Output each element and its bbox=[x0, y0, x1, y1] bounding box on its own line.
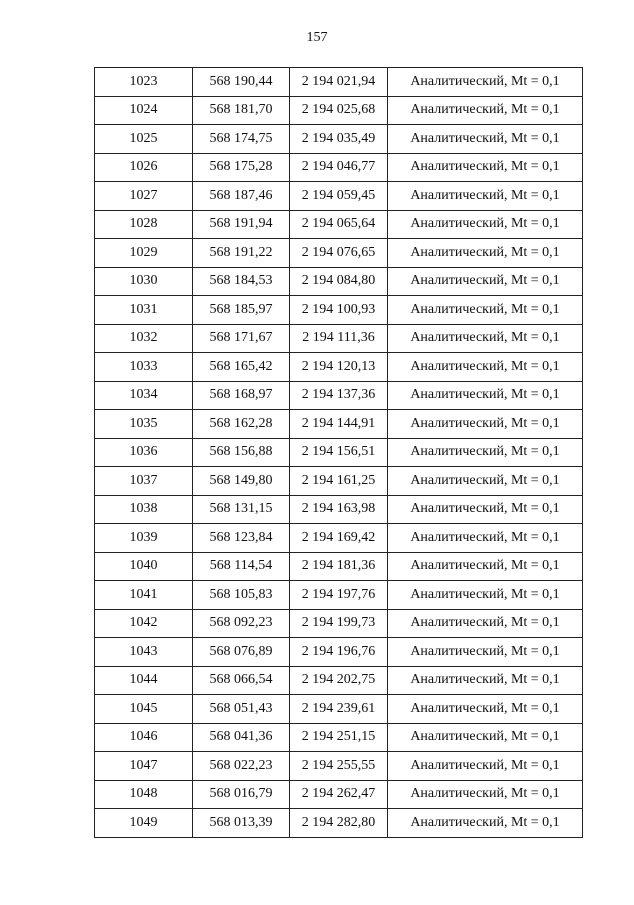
method-cell: Аналитический, Mt = 0,1 bbox=[388, 438, 583, 467]
coordinates-table bbox=[94, 67, 583, 838]
point-number-cell: 1027 bbox=[95, 182, 193, 211]
table-row bbox=[95, 68, 583, 97]
x-coordinate-cell: 568 168,97 bbox=[193, 381, 290, 410]
x-coordinate-cell: 568 013,39 bbox=[193, 809, 290, 838]
table-row bbox=[95, 353, 583, 382]
method-cell: Аналитический, Mt = 0,1 bbox=[388, 809, 583, 838]
table-row bbox=[95, 638, 583, 667]
point-number-cell: 1048 bbox=[95, 780, 193, 809]
table-row bbox=[95, 552, 583, 581]
x-coordinate-cell: 568 184,53 bbox=[193, 267, 290, 296]
point-number-cell: 1035 bbox=[95, 410, 193, 439]
y-coordinate-cell: 2 194 156,51 bbox=[290, 438, 388, 467]
x-coordinate-cell: 568 165,42 bbox=[193, 353, 290, 382]
point-number-cell: 1030 bbox=[95, 267, 193, 296]
coordinates-table-body bbox=[95, 68, 583, 838]
method-cell: Аналитический, Mt = 0,1 bbox=[388, 666, 583, 695]
y-coordinate-cell: 2 194 282,80 bbox=[290, 809, 388, 838]
method-cell: Аналитический, Mt = 0,1 bbox=[388, 353, 583, 382]
method-cell: Аналитический, Mt = 0,1 bbox=[388, 524, 583, 553]
x-coordinate-cell: 568 022,23 bbox=[193, 752, 290, 781]
point-number-cell: 1031 bbox=[95, 296, 193, 325]
point-number-cell: 1024 bbox=[95, 96, 193, 125]
point-number-cell: 1040 bbox=[95, 552, 193, 581]
table-row bbox=[95, 410, 583, 439]
x-coordinate-cell: 568 066,54 bbox=[193, 666, 290, 695]
point-number-cell: 1047 bbox=[95, 752, 193, 781]
x-coordinate-cell: 568 105,83 bbox=[193, 581, 290, 610]
y-coordinate-cell: 2 194 202,75 bbox=[290, 666, 388, 695]
table-row bbox=[95, 723, 583, 752]
y-coordinate-cell: 2 194 181,36 bbox=[290, 552, 388, 581]
point-number-cell: 1041 bbox=[95, 581, 193, 610]
table-row bbox=[95, 381, 583, 410]
point-number-cell: 1025 bbox=[95, 125, 193, 154]
method-cell: Аналитический, Mt = 0,1 bbox=[388, 381, 583, 410]
method-cell: Аналитический, Mt = 0,1 bbox=[388, 410, 583, 439]
x-coordinate-cell: 568 092,23 bbox=[193, 609, 290, 638]
x-coordinate-cell: 568 051,43 bbox=[193, 695, 290, 724]
page-number: 157 bbox=[306, 30, 328, 45]
y-coordinate-cell: 2 194 059,45 bbox=[290, 182, 388, 211]
y-coordinate-cell: 2 194 137,36 bbox=[290, 381, 388, 410]
y-coordinate-cell: 2 194 065,64 bbox=[290, 210, 388, 239]
y-coordinate-cell: 2 194 239,61 bbox=[290, 695, 388, 724]
method-cell: Аналитический, Mt = 0,1 bbox=[388, 267, 583, 296]
table-row bbox=[95, 182, 583, 211]
point-number-cell: 1023 bbox=[95, 68, 193, 97]
y-coordinate-cell: 2 194 035,49 bbox=[290, 125, 388, 154]
y-coordinate-cell: 2 194 084,80 bbox=[290, 267, 388, 296]
y-coordinate-cell: 2 194 046,77 bbox=[290, 153, 388, 182]
x-coordinate-cell: 568 191,94 bbox=[193, 210, 290, 239]
point-number-cell: 1034 bbox=[95, 381, 193, 410]
method-cell: Аналитический, Mt = 0,1 bbox=[388, 723, 583, 752]
y-coordinate-cell: 2 194 262,47 bbox=[290, 780, 388, 809]
table-row bbox=[95, 809, 583, 838]
point-number-cell: 1033 bbox=[95, 353, 193, 382]
method-cell: Аналитический, Mt = 0,1 bbox=[388, 68, 583, 97]
table-row bbox=[95, 752, 583, 781]
method-cell: Аналитический, Mt = 0,1 bbox=[388, 125, 583, 154]
x-coordinate-cell: 568 175,28 bbox=[193, 153, 290, 182]
table-row bbox=[95, 695, 583, 724]
point-number-cell: 1049 bbox=[95, 809, 193, 838]
table-row bbox=[95, 324, 583, 353]
x-coordinate-cell: 568 076,89 bbox=[193, 638, 290, 667]
y-coordinate-cell: 2 194 111,36 bbox=[290, 324, 388, 353]
method-cell: Аналитический, Mt = 0,1 bbox=[388, 638, 583, 667]
table-row bbox=[95, 780, 583, 809]
y-coordinate-cell: 2 194 021,94 bbox=[290, 68, 388, 97]
method-cell: Аналитический, Mt = 0,1 bbox=[388, 495, 583, 524]
point-number-cell: 1046 bbox=[95, 723, 193, 752]
table-row bbox=[95, 666, 583, 695]
method-cell: Аналитический, Mt = 0,1 bbox=[388, 780, 583, 809]
table-row bbox=[95, 581, 583, 610]
method-cell: Аналитический, Mt = 0,1 bbox=[388, 752, 583, 781]
x-coordinate-cell: 568 131,15 bbox=[193, 495, 290, 524]
y-coordinate-cell: 2 194 161,25 bbox=[290, 467, 388, 496]
y-coordinate-cell: 2 194 255,55 bbox=[290, 752, 388, 781]
y-coordinate-cell: 2 194 163,98 bbox=[290, 495, 388, 524]
point-number-cell: 1037 bbox=[95, 467, 193, 496]
point-number-cell: 1026 bbox=[95, 153, 193, 182]
table-row bbox=[95, 438, 583, 467]
method-cell: Аналитический, Mt = 0,1 bbox=[388, 96, 583, 125]
table-row bbox=[95, 153, 583, 182]
point-number-cell: 1045 bbox=[95, 695, 193, 724]
method-cell: Аналитический, Mt = 0,1 bbox=[388, 324, 583, 353]
y-coordinate-cell: 2 194 120,13 bbox=[290, 353, 388, 382]
y-coordinate-cell: 2 194 197,76 bbox=[290, 581, 388, 610]
x-coordinate-cell: 568 191,22 bbox=[193, 239, 290, 268]
method-cell: Аналитический, Mt = 0,1 bbox=[388, 695, 583, 724]
x-coordinate-cell: 568 162,28 bbox=[193, 410, 290, 439]
table-row bbox=[95, 239, 583, 268]
table-row bbox=[95, 125, 583, 154]
method-cell: Аналитический, Mt = 0,1 bbox=[388, 239, 583, 268]
x-coordinate-cell: 568 187,46 bbox=[193, 182, 290, 211]
x-coordinate-cell: 568 123,84 bbox=[193, 524, 290, 553]
x-coordinate-cell: 568 174,75 bbox=[193, 125, 290, 154]
method-cell: Аналитический, Mt = 0,1 bbox=[388, 210, 583, 239]
method-cell: Аналитический, Mt = 0,1 bbox=[388, 552, 583, 581]
y-coordinate-cell: 2 194 025,68 bbox=[290, 96, 388, 125]
x-coordinate-cell: 568 181,70 bbox=[193, 96, 290, 125]
table-row bbox=[95, 210, 583, 239]
x-coordinate-cell: 568 171,67 bbox=[193, 324, 290, 353]
table-row bbox=[95, 467, 583, 496]
point-number-cell: 1039 bbox=[95, 524, 193, 553]
x-coordinate-cell: 568 156,88 bbox=[193, 438, 290, 467]
y-coordinate-cell: 2 194 100,93 bbox=[290, 296, 388, 325]
table-row bbox=[95, 524, 583, 553]
y-coordinate-cell: 2 194 076,65 bbox=[290, 239, 388, 268]
method-cell: Аналитический, Mt = 0,1 bbox=[388, 609, 583, 638]
x-coordinate-cell: 568 041,36 bbox=[193, 723, 290, 752]
table-row bbox=[95, 609, 583, 638]
point-number-cell: 1043 bbox=[95, 638, 193, 667]
x-coordinate-cell: 568 114,54 bbox=[193, 552, 290, 581]
point-number-cell: 1029 bbox=[95, 239, 193, 268]
method-cell: Аналитический, Mt = 0,1 bbox=[388, 581, 583, 610]
table-row bbox=[95, 495, 583, 524]
method-cell: Аналитический, Mt = 0,1 bbox=[388, 182, 583, 211]
table-row bbox=[95, 267, 583, 296]
point-number-cell: 1042 bbox=[95, 609, 193, 638]
point-number-cell: 1038 bbox=[95, 495, 193, 524]
point-number-cell: 1028 bbox=[95, 210, 193, 239]
x-coordinate-cell: 568 149,80 bbox=[193, 467, 290, 496]
point-number-cell: 1032 bbox=[95, 324, 193, 353]
y-coordinate-cell: 2 194 251,15 bbox=[290, 723, 388, 752]
y-coordinate-cell: 2 194 199,73 bbox=[290, 609, 388, 638]
point-number-cell: 1044 bbox=[95, 666, 193, 695]
y-coordinate-cell: 2 194 169,42 bbox=[290, 524, 388, 553]
x-coordinate-cell: 568 185,97 bbox=[193, 296, 290, 325]
x-coordinate-cell: 568 190,44 bbox=[193, 68, 290, 97]
table-row bbox=[95, 296, 583, 325]
y-coordinate-cell: 2 194 144,91 bbox=[290, 410, 388, 439]
x-coordinate-cell: 568 016,79 bbox=[193, 780, 290, 809]
point-number-cell: 1036 bbox=[95, 438, 193, 467]
table-row bbox=[95, 96, 583, 125]
method-cell: Аналитический, Mt = 0,1 bbox=[388, 153, 583, 182]
method-cell: Аналитический, Mt = 0,1 bbox=[388, 296, 583, 325]
method-cell: Аналитический, Mt = 0,1 bbox=[388, 467, 583, 496]
y-coordinate-cell: 2 194 196,76 bbox=[290, 638, 388, 667]
